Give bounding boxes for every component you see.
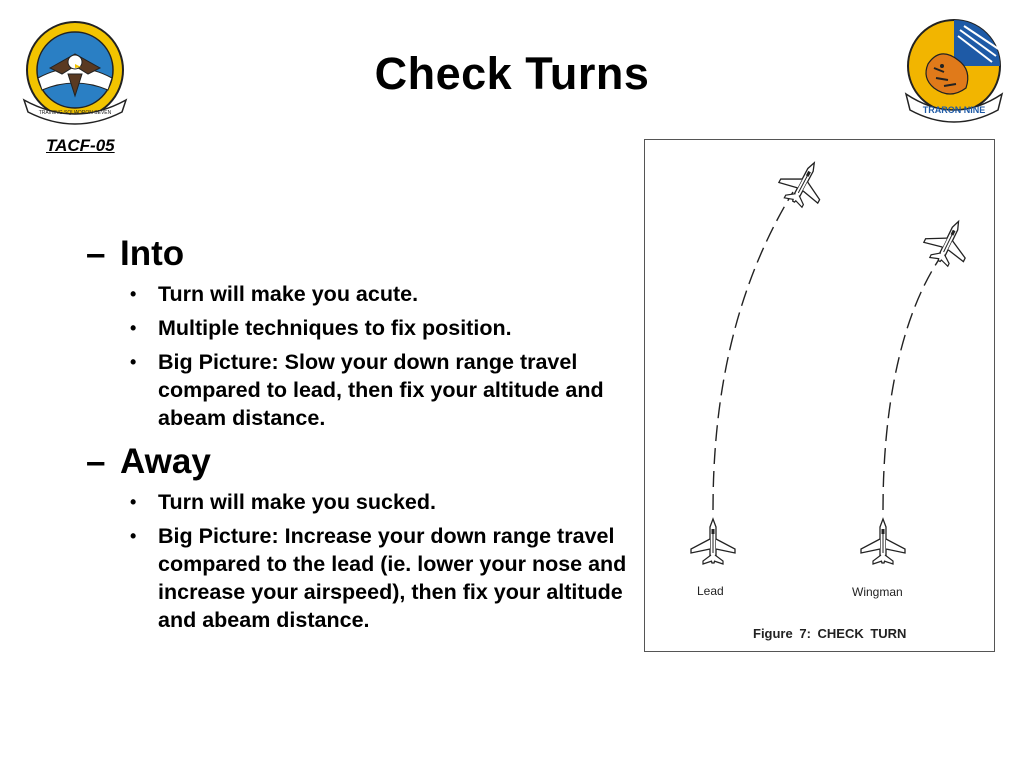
bullet-item bbox=[86, 522, 646, 634]
lead-label: Lead bbox=[697, 584, 724, 598]
bullet-text: Turn will make you sucked. bbox=[158, 490, 436, 514]
bullet-item bbox=[86, 488, 646, 516]
bullet-item bbox=[86, 348, 646, 432]
lead-jet-start-icon bbox=[691, 519, 735, 564]
check-turn-figure bbox=[644, 139, 995, 652]
traron-nine-logo bbox=[900, 16, 1008, 128]
wingman-flight-path bbox=[883, 248, 947, 510]
lead-flight-path bbox=[713, 192, 793, 510]
section-into bbox=[86, 232, 646, 432]
bullet-text: Multiple techniques to fix position. bbox=[158, 316, 512, 340]
dash-marker: – bbox=[86, 442, 106, 481]
section-away bbox=[86, 440, 646, 634]
wingman-label: Wingman bbox=[852, 585, 903, 599]
check-turn-diagram bbox=[645, 140, 994, 651]
bullet-dot: • bbox=[130, 526, 137, 546]
bullet-dot: • bbox=[130, 352, 137, 372]
lead-jet-end-icon bbox=[774, 152, 834, 212]
course-code: TACF-05 bbox=[46, 136, 115, 155]
wingman-jet-end-icon bbox=[919, 212, 978, 272]
figure-caption: Figure 7: CHECK TURN bbox=[753, 626, 907, 641]
section-label: Into bbox=[120, 234, 185, 273]
bullet-item bbox=[86, 314, 646, 342]
bullet-list bbox=[86, 488, 646, 634]
bullet-text: Big Picture: Slow your down range travel compared to lead, then fix your altitude and abeam distance. bbox=[158, 350, 604, 430]
svg-text:TRARON NINE: TRARON NINE bbox=[922, 105, 986, 115]
slide-content bbox=[86, 232, 646, 642]
svg-text:TRAINING SQUADRON SEVEN: TRAINING SQUADRON SEVEN bbox=[38, 110, 112, 116]
section-heading bbox=[86, 440, 646, 484]
bullet-dot: • bbox=[130, 318, 137, 338]
section-label: Away bbox=[120, 442, 211, 481]
section-heading bbox=[86, 232, 646, 276]
bullet-text: Turn will make you acute. bbox=[158, 282, 419, 306]
dash-marker: – bbox=[86, 234, 106, 273]
bullet-dot: • bbox=[130, 284, 137, 304]
bullet-dot: • bbox=[130, 492, 137, 512]
page-title: Check Turns bbox=[374, 48, 650, 99]
bullet-list bbox=[86, 280, 646, 432]
bullet-text: Big Picture: Increase your down range travel compared to the lead (ie. lower your nose and increase your airspeed), then fix your altitude and abeam distance. bbox=[158, 524, 627, 632]
wingman-jet-start-icon bbox=[861, 519, 905, 564]
bullet-item bbox=[86, 280, 646, 308]
